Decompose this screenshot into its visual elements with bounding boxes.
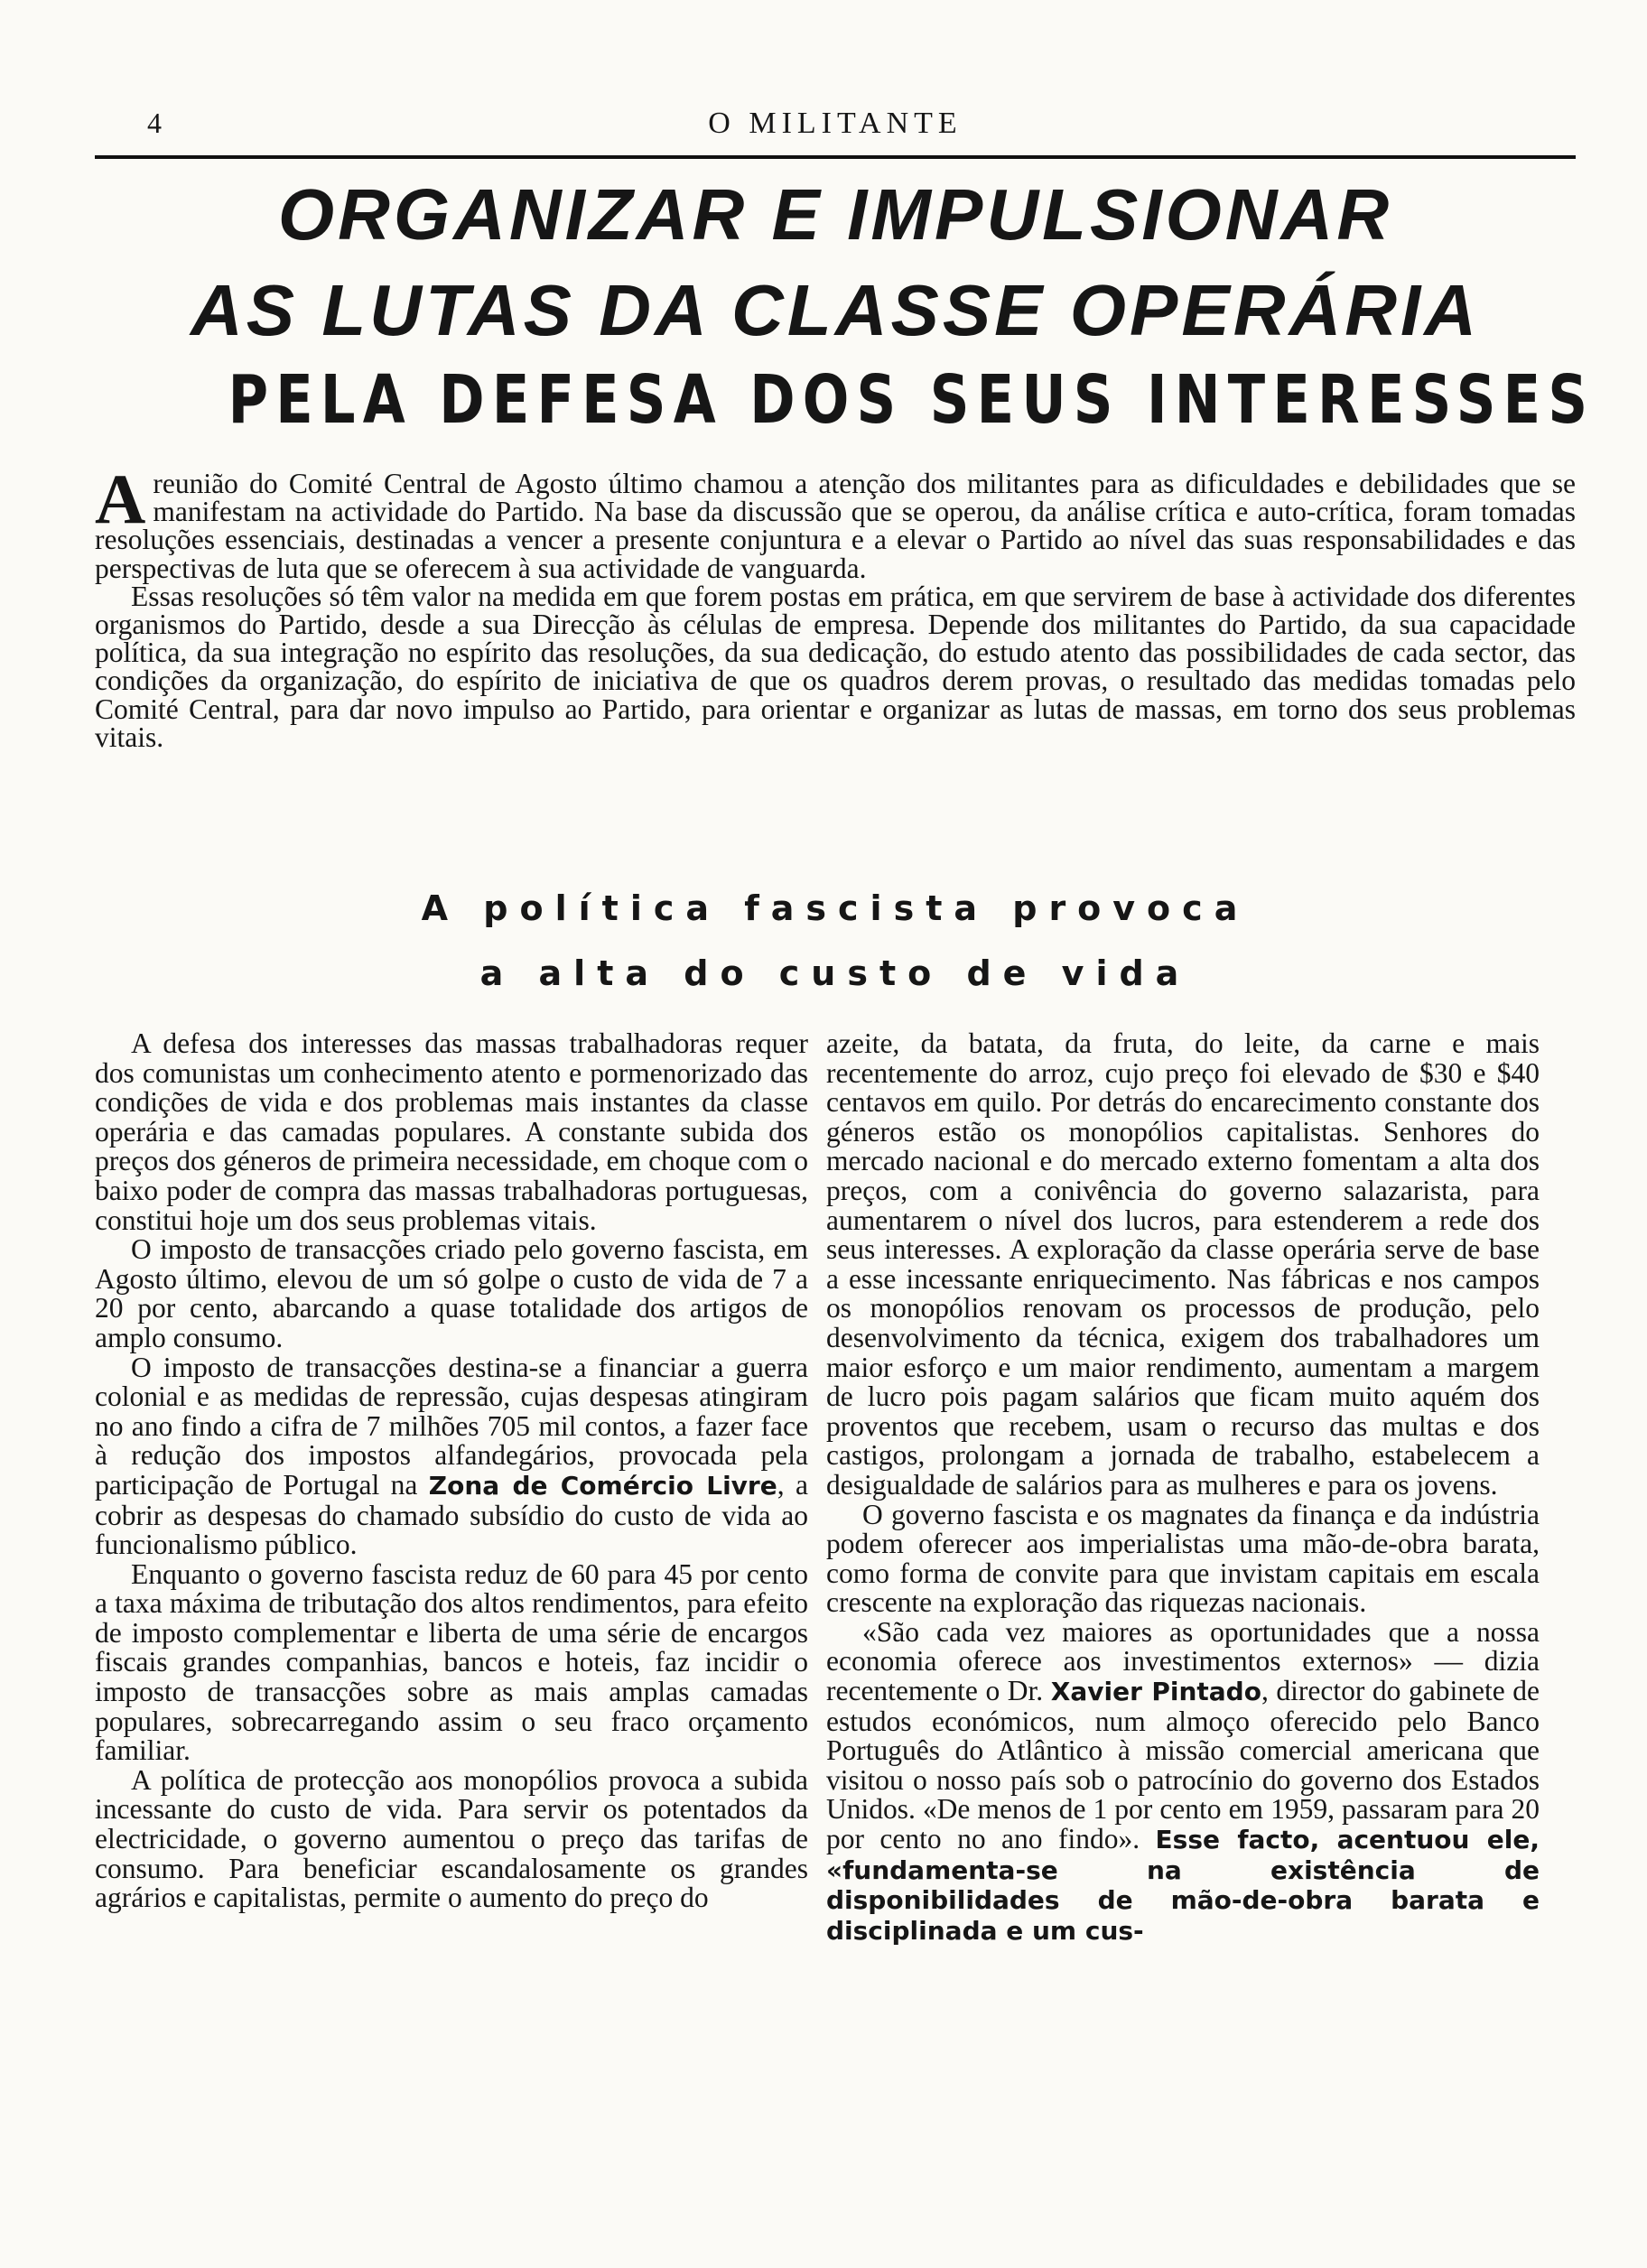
- right-column: [826, 1029, 1540, 1946]
- left-paragraph-1: A defesa dos interesses das massas trabalhadoras requer dos comunistas um conhecimento atento e pormenorizado das condições de vida e dos problemas mais instantes da classe operária e das camadas populares. A constante subida dos preços dos géneros de primeira necessidade, em choque com o baixo poder de compra das massas trabalhadoras portuguesas, constitui hoje um dos seus problemas vitais.: [95, 1027, 808, 1236]
- zona-comercio-livre: Zona de Comércio Livre: [428, 1470, 777, 1501]
- left-paragraph-5: A política de protecção aos monopólios provoca a subida incessante do custo de vida. Para servir os potentados da electricidade, o governo aumentou o preço das tarifas de consumo. Para beneficiar escandalosamente os grandes agrários e capitalistas, permite o aumento do preço do: [95, 1763, 808, 1914]
- xavier-pintado-name: Xavier Pintado: [1050, 1677, 1261, 1707]
- page-number: 4: [147, 107, 163, 139]
- headline-line-3: PELA DEFESA DOS SEUS INTERESSES: [228, 361, 1596, 439]
- journal-name: O MILITANTE: [708, 107, 963, 140]
- headline-line-2: AS LUTAS DA CLASSE OPERÁRIA: [190, 270, 1481, 350]
- left-paragraph-3: [95, 1353, 808, 1560]
- right-paragraph-3: [826, 1615, 1540, 1947]
- left-column: [95, 1029, 808, 1913]
- right-paragraph-3-bold-quote: Esse facto, acentuou ele, «fundamenta-se na existência de disponibilidades de mão-de-obra barata e disciplinada e um cus-: [826, 1825, 1540, 1946]
- left-paragraph-2: O imposto de transacções criado pelo governo fascista, em Agosto último, elevou de um só golpe o custo de vida de 7 a 20 por cento, abarcando a quase totalidade dos artigos de amplo consumo.: [95, 1233, 808, 1353]
- intro-paragraph-1: [95, 460, 1576, 584]
- right-paragraph-2: O governo fascista e os magnates da finança e da indústria podem oferecer aos imperialistas uma mão-de-obra barata, como forma de convite para que invistam capitais em escala crescente na exploração das riquezas nacionais.: [826, 1498, 1540, 1619]
- right-paragraph-3-text-b: , director do gabinete de estudos económicos, num almoço oferecido pelo Banco Português do Atlântico à missão comercial americana que visitou o nosso país sob o patrocínio do governo dos Estados Unidos. «De menos de 1 por cento em 1959, passaram para 20 por cento no ano findo».: [826, 1675, 1540, 1855]
- intro-section: [95, 460, 1576, 753]
- subheading-line-1: A política fascista provoca: [421, 888, 1250, 928]
- left-paragraph-3-text-b: , a cobrir as despesas do chamado subsídio do custo de vida ao funcionalismo público.: [95, 1468, 809, 1561]
- right-paragraph-3-text-a: «São cada vez maiores as oportunidades que a nossa economia oferece aos investimentos externos» — dizia recentemente o Dr.: [826, 1615, 1540, 1707]
- intro-paragraph-1-text: reunião do Comité Central de Agosto último chamou a atenção dos militantes para as dificuldades e debilidades que se manifestam na actividade do Partido. Na base da discussão que se operou, da análise crítica e auto-crítica, foram tomadas resoluções essenciais, destinadas a vencer a presente conjuntura e a elevar o Partido ao nível das suas responsabilidades e das perspectivas de luta que se oferecem à sua actividade de vanguarda.: [95, 468, 1576, 584]
- header-rule: [95, 155, 1576, 159]
- intro-paragraph-2: Essas resoluções só têm valor na medida em que forem postas em prática, em que servirem de base à actividade dos diferentes organismos do Partido, desde a sua Direcção às células de empresa. Depende dos militantes do Partido, da sua capacidade política, da sua integração no espírito das resoluções, da sua dedicação, do estudo atento das possibilidades de cada sector, das condições da organização, do espírito de iniciativa de que os quadros derem provas, o resultado das medidas tomadas pelo Comité Central, para dar novo impulso ao Partido, para orientar e organizar as lutas de massas, em torno dos seus problemas vitais.: [95, 580, 1576, 753]
- page-header: [95, 107, 1576, 159]
- left-paragraph-4: Enquanto o governo fascista reduz de 60 para 45 por cento a taxa máxima de tributação dos altos rendimentos, para efeito de imposto complementar e liberta de uma série de encargos fiscais grandes companhias, bancos e hoteis, faz incidir o imposto de transacções sobre as mais amplas camadas populares, sobrecarregando assim o seu fraco orçamento familiar.: [95, 1557, 808, 1767]
- right-paragraph-1: azeite, da batata, da fruta, do leite, da carne e mais recentemente do arroz, cujo preço foi elevado de $30 e $40 centavos em quilo. Por detrás do encarecimento constante dos géneros estão os monopólios capitalistas. Senhores do mercado nacional e do mercado externo fomentam a alta dos preços, com a conivência do governo salazarista, para aumentarem o nível dos lucros, para estenderem a rede dos seus interesses. A exploração da classe operária serve de base a esse incessante enriquecimento. Nas fábricas e nos campos os monopólios renovam os processos de produção, pelo desenvolvimento da técnica, exigem dos trabalhadores um maior esforço e um maior rendimento, aumentam a margem de lucro pois pagam salários que ficam muito aquém dos proventos que recebem, usam o recurso das multas e dos castigos, prolongam a jornada de trabalho, estabelecem a desigualdade de salários para as mulheres e para os jovens.: [826, 1027, 1540, 1501]
- drop-cap: A: [95, 460, 146, 538]
- subheading-line-2: a alta do custo de vida: [479, 953, 1191, 993]
- headline-line-1: ORGANIZAR E IMPULSIONAR: [277, 174, 1393, 255]
- left-paragraph-3-text-a: O imposto de transacções destina-se a financiar a guerra colonial e as medidas de repressão, cujas despesas atingiram no ano findo a cifra de 7 milhões 705 mil contos, a fazer face à redução dos impostos alfandegários, provocada pela participação de Portugal na: [95, 1351, 808, 1501]
